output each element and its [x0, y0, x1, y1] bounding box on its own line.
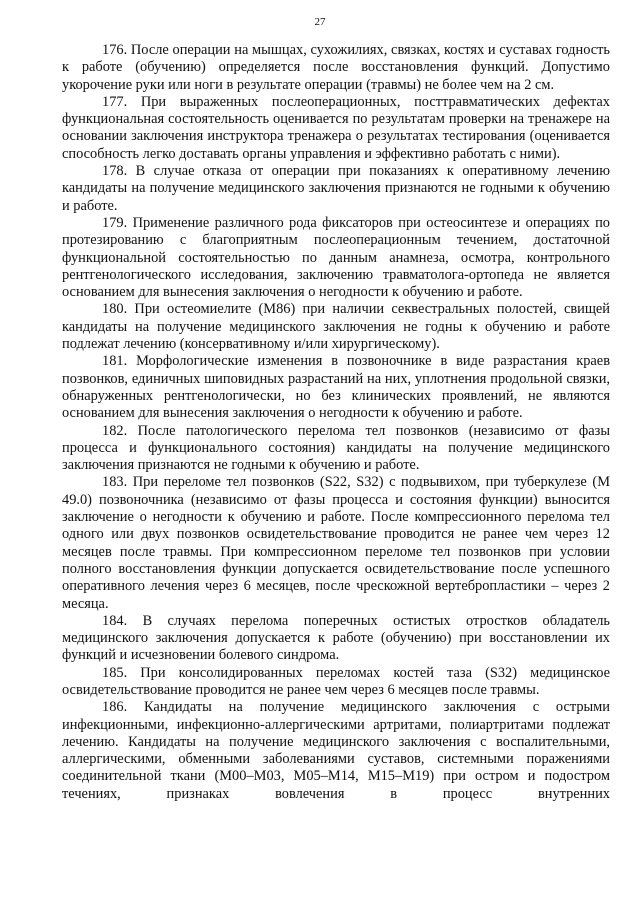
- page-number: 27: [314, 16, 326, 28]
- paragraph-183: 183. При переломе тел позвонков (S22, S32) с подвывихом, при туберкулезе (М 49.0) позвоночника (независимо от фазы процесса и состояния функции) выносится заключение о негодности к обучению и работе. После компрессионного перелома тел одного или двух позвонков освидетельствование проводится не ранее чем через 12 месяцев после травмы. При компрессионном переломе тел позвонков при условии полного восстановления функции допускается освидетельствование после успешного оперативного лечения через 6 месяцев, после чрескожной вертебропластики – через 2 месяца.: [62, 474, 610, 612]
- paragraph-179: 179. Применение различного рода фиксаторов при остеосинтезе и операциях по протезированию с благоприятным послеоперационным течением, достаточной функциональной состоятельностью по данным анамнеза, осмотра, контрольного рентгенологического исследования, заключению травматолога-ортопеда не является основанием для вынесения заключения о негодности к обучению и работе.: [62, 214, 610, 301]
- paragraph-176: 176. После операции на мышцах, сухожилиях, связках, костях и суставах годность к работе (обучению) определяется после восстановления функций. Допустимо укорочение руки или ноги в результате операции (травмы) не более чем на 2 см.: [62, 42, 610, 93]
- paragraph-180: 180. При остеомиелите (М86) при наличии секвестральных полостей, свищей кандидаты на получение медицинского заключения не годны к обучению и работе подлежат лечению (консервативному и/или хирургическому).: [62, 301, 610, 353]
- paragraph-185: 185. При консолидированных переломах костей таза (S32) медицинское освидетельствование проводится не ранее чем через 6 месяцев после травмы.: [62, 664, 610, 698]
- paragraph-182: 182. После патологического перелома тел позвонков (независимо от фазы процесса и функционального состояния) кандидаты на получение медицинского заключения признаются не годными к обучению и работе.: [62, 422, 610, 474]
- paragraph-178: 178. В случае отказа от операции при показаниях к оперативному лечению кандидаты на получение медицинского заключения признаются не годными к обучению и работе.: [62, 163, 610, 214]
- paragraph-184: 184. В случаях перелома поперечных остистых отростков обладатель медицинского заключения допускается к работе (обучению) при восстановлении их функций и исчезновении болевого синдрома.: [62, 612, 610, 664]
- document-body: [62, 42, 610, 803]
- paragraph-177: 177. При выраженных послеоперационных, посттравматических дефектах функциональная состоятельность оценивается по результатам проверки на тренажере на основании заключения инструктора тренажера о результатах тестирования (оценивается способность легко доставать органы управления и эффективно работать с ними).: [62, 93, 610, 162]
- paragraph-181: 181. Морфологические изменения в позвоночнике в виде разрастания краев позвонков, единичных шиповидных разрастаний на них, уплотнения продольной связки, обнаруженных рентгенологически, но без клинических проявлений, не являются основанием для вынесения заключения о негодности к обучению и работе.: [62, 353, 610, 422]
- paragraph-186: 186. Кандидаты на получение медицинского заключения с острыми инфекционными, инфекционно-аллергическими артритами, полиартритами подлежат лечению. Кандидаты на получение медицинского заключения с воспалительными, аллергическими, обменными заболеваниями суставов, системными поражениями соединительной ткани (М00–М03, М05–М14, М15–М19) при остром и подостром течениях, признаках вовлечения в процесс внутренних: [62, 699, 610, 802]
